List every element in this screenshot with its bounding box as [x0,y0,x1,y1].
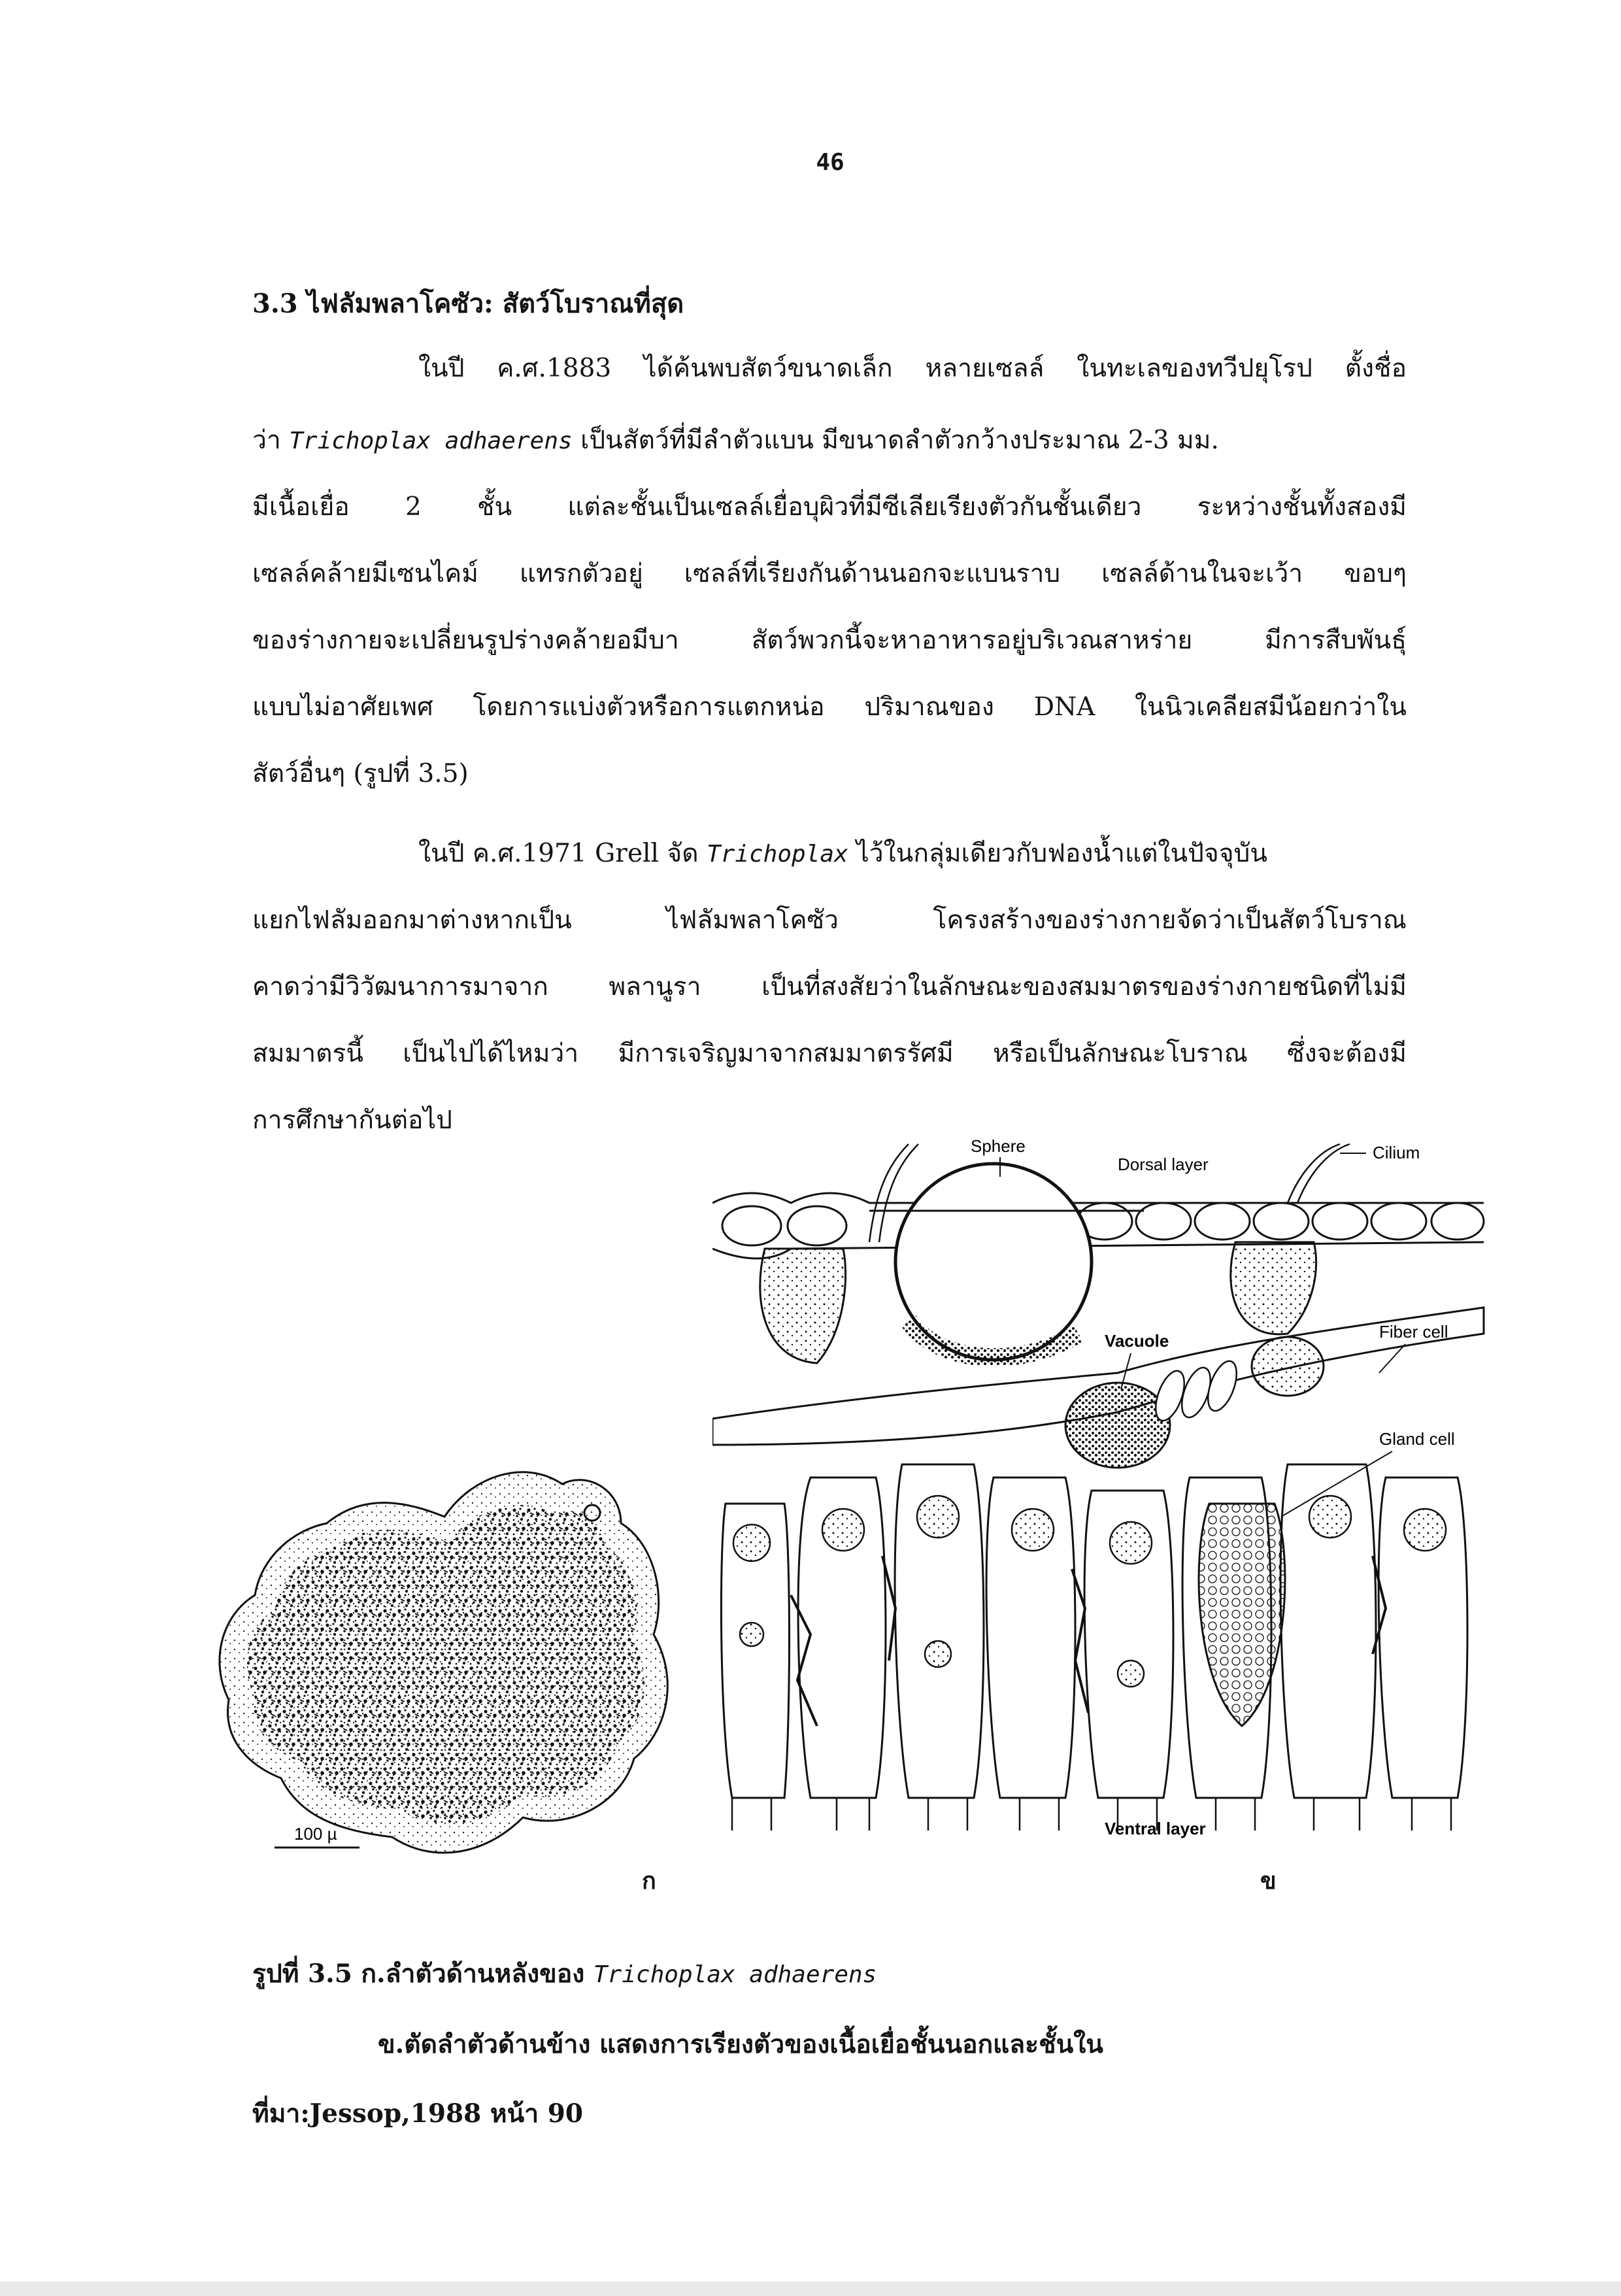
label-sphere: Sphere [971,1138,1026,1156]
paragraph-2-line-3: คาดว่ามีวิวัฒนาการมาจาก พลานูรา เป็นที่สงสัยว่าในลักษณะของสมมาตรของร่างกายชนิดที่ไม่มี [252,972,1407,1002]
paragraph-2-line-4: สมมาตรนี้ เป็นไปได้ไหมว่า มีการเจริญมาจากสมมาตรรัศมี หรือเป็นลักษณะโบราณ ซึ่งจะต้องมี [252,1039,1407,1068]
label-dorsal-layer: Dorsal layer [1118,1155,1209,1174]
label-cilium: Cilium [1373,1143,1420,1162]
label-fiber-cell: Fiber cell [1379,1322,1448,1342]
label-gland-cell: Gland cell [1379,1429,1455,1449]
paragraph-2-line-1 [418,836,1407,873]
text-span: ไว้ในกลุ่มเดียวกับฟองน้ำแต่ในปัจจุบัน [848,839,1267,868]
paragraph-1-line-7: สัตว์อื่นๆ (รูปที่ 3.5) [252,759,469,788]
genus-name: Trichoplax [706,841,848,868]
paragraph-1-line-1: ในปี ค.ศ.1883 ได้ค้นพบสัตว์ขนาดเล็ก หลายเซลล์ ในทะเลของทวีปยุโรป ตั้งชื่อ [418,354,1407,383]
figure-panel-a-dorsal-view [196,1464,706,1870]
species-name: Trichoplax adhaerens [289,428,573,454]
section-heading: 3.3 ไฟลัมพลาโคซัว: สัตว์โบราณที่สุด [252,288,684,319]
paragraph-2-line-5: การศึกษากันต่อไป [252,1106,452,1135]
label-vacuole: Vacuole [1105,1331,1169,1351]
scan-edge-shade [0,2282,1621,2296]
figure-caption-line-1 [252,1953,877,1994]
paragraph-2-line-2: แยกไฟลัมออกมาต่างหากเป็น ไฟลัมพลาโคซัว โครงสร้างของร่างกายจัดว่าเป็นสัตว์โบราณ [252,905,1407,935]
page-number: 46 [816,149,844,176]
fiber-cell-nucleus [1252,1337,1324,1396]
label-ventral-layer: Ventral layer [1105,1819,1206,1838]
paragraph-1-line-6: แบบไม่อาศัยเพศ โดยการแบ่งตัวหรือการแตกหน่อ ปริมาณของ DNA ในนิวเคลียสมีน้อยกว่าใน [252,692,1407,722]
panel-a-label: ก [642,1867,656,1895]
caption-prefix: รูปที่ 3.5 ก.ลำตัวด้านหลังของ [252,1959,593,1989]
text-span: ว่า [252,426,290,455]
ventral-cilia [732,1798,1451,1831]
figure-panel-b-section [712,1138,1516,1844]
scale-bar-label: 100 µ [294,1824,337,1844]
caption-species-name: Trichoplax adhaerens [593,1961,877,1988]
dorsal-cell-right [1231,1242,1316,1334]
paragraph-1-line-3: มีเนื้อเยื่อ 2 ชั้น แต่ละชั้นเป็นเซลล์เยื่อบุผิวที่มีซีเลียเรียงตัวกันชั้นเดียว ระหว่างชั้นทั้งสองมี [252,492,1407,522]
text-span: เป็นสัตว์ที่มีลำตัวแบน มีขนาดลำตัวกว้างประมาณ 2-3 มม. [572,426,1219,455]
text-span: ในปี ค.ศ.1971 Grell จัด [418,839,707,868]
paragraph-1-line-5: ของร่างกายจะเปลี่ยนรูปร่างคล้ายอมีบา สัตว์พวกนี้จะหาอาหารอยู่บริเวณสาหร่าย มีการสืบพันธุ์ [252,626,1407,655]
paragraph-1-line-4: เซลล์คล้ายมีเซนไคม์ แทรกตัวอยู่ เซลล์ที่เรียงกันด้านนอกจะแบนราบ เซลล์ด้านในจะเว้า ขอบๆ [252,559,1407,588]
panel-b-label: ข [1260,1867,1277,1895]
paragraph-1-line-2 [252,422,1407,460]
figure-source: ที่มา:Jessop,1988 หน้า 90 [252,2099,583,2129]
dorsal-cell-left [760,1249,846,1363]
vacuole [1065,1383,1170,1468]
figure-caption-line-2: ข.ตัดลำตัวด้านข้าง แสดงการเรียงตัวของเนื้อเยื่อชั้นนอกและชั้นใน [378,2029,1103,2059]
